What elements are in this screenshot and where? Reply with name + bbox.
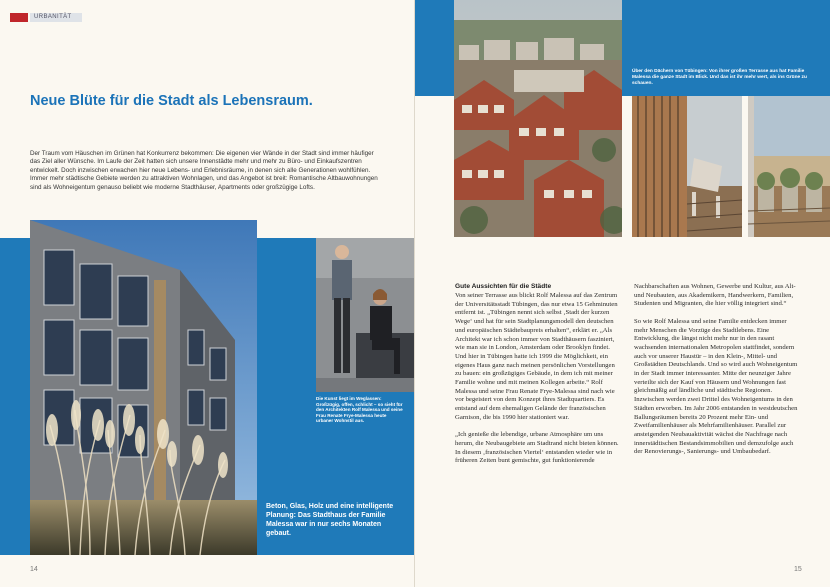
rubric-label: URBANITÄT <box>30 13 82 22</box>
intro-paragraph: Der Traum vom Häuschen im Grünen hat Konkurrenz bekommen: Die eigenen vier Wände in der Stadt sind immer häufiger das Ziel aller Wünsche. Im Laufe der Zeit hatten sich unsere Innenstädte mehr und mehr zu Büro- und Einkaufszentren entwickelt. Doch inzwischen erwachen hier neue Lebens- und Erlebnisräume, in denen sich alle Generationen wohlfühlen. Immer mehr städtische Gebiete werden zu attraktiven Wohnlagen, und das Angebot ist breit: Romantische Altbauwohnungen sind als Wohneigentum genauso beliebt wie moderne Stadthäuser, Apartments oder großzügige Lofts. <box>30 150 378 191</box>
terrace-plants-photo <box>748 96 830 237</box>
terrace-chair-photo <box>632 96 742 237</box>
blue-top-band-left <box>415 0 454 96</box>
building-photo <box>30 220 257 555</box>
col1-paragraph-1: Von seiner Terrasse aus blickt Rolf Malessa auf das Zentrum der Universitätsstadt Tübingen, das nur etwa 15 Gehminuten entfernt ist. „Tübingen nennt sich selbst ‚Stadt der kurzen Wege‘ und hat für sein Stadtplanungsmodell den deutschen und europäischen Städtebaupreis erhalten“, erklärt er. „Als Architekt war ich schon immer von Stadthäusern fasziniert, wie man sie in London, Amsterdam oder Brooklyn findet. Und hier in Tübingen hatte ich 1999 die Möglichkeit, ein eigenes Haus ganz nach meinen persönlichen Vorstellungen zu bauen: ein großzügiges Gebäude, in dem ich mit meiner Familie wohne und mit meinen Kollegen arbeite.“ Rolf Malessa und seine Frau Renate Frye-Malessa sind nach wie vor begeistert von dem Konzept ihres Stadtquartiers. Es entstand auf dem ehemaligen Gelände der französischen Garnison, die bis 1990 hier stationiert war. <box>455 292 618 421</box>
col2-paragraph-1: Nachbarschaften aus Wohnen, Gewerbe und Kultur, aus Alt- und Neubauten, aus Akademikern, Handwerkern, Familien, Studenten und Migranten, die hier völlig integriert sind.“ <box>634 283 796 308</box>
building-caption: Beton, Glas, Holz und eine intelligente Planung: Das Stadthaus der Familie Malessa war in nur sechs Monaten gebaut. <box>266 503 394 537</box>
page-number-left: 14 <box>30 566 38 573</box>
city-view-photo <box>454 0 622 237</box>
body-column-2 <box>634 283 801 466</box>
body-column-1 <box>455 292 622 475</box>
city-view-caption: Über den Dächern von Tübingen: Von ihrer großen Terrasse aus hat Familie Malessa die ganze Stadt im Blick. Und das ist ihr mehr wert, als ins Grüne zu schauen. <box>632 69 807 86</box>
page-number-right: 15 <box>794 566 802 573</box>
rubric-marker <box>10 13 28 22</box>
portrait-caption: Die Kunst liegt im Weglassen: Großzügig, offen, schlicht – so sieht für den Architekten Rolf Malessa und seine Frau Renate Frye-Malessa heute urbaner Wohnstil aus. <box>316 396 403 424</box>
col2-paragraph-2: So wie Rolf Malessa und seine Familie entdecken immer mehr Menschen die Vorzüge des Stadtlebens. Eine Entwicklung, die längst nicht mehr nur in den rasant wachsenden internationalen Metropolen stattfindet, sondern auch vor unserer Haustür – in den Klein-, Mittel- und Großstädten Deutschlands. Und so wird auch Wohneigentum in der Stadt immer interessanter. Mitte der neunziger Jahre verteilte sich der Kauf von Häusern und Wohnungen fast gleichmäßig auf ländliche und städtische Regionen. Inzwischen werden zwei Drittel des Wohneigentums in den Städten erworben. Im Jahr 2006 entstanden in westdeutschen Ballungsräumen bereits 20 Prozent mehr Ein- und Zweifamilienhäuser als Mehrfamilienhäuser. Parallel zur ansteigenden Neubauaktivität wächst die Nachfrage nach innerstädtischen Bestandsimmobilien und demzufolge auch der Renovierungs-, Sanierungs- und Umbaubedarf. <box>634 317 798 456</box>
col1-paragraph-2: „Ich genieße die lebendige, urbane Atmosphäre um uns herum, die Neubaugebiete am Stadtrand nicht bieten können. In diesem ‚französischen Viertel‘ entstanden wieder wie in früheren Zeiten bunt gemischte, gut funktionierende <box>455 431 619 465</box>
subheading: Gute Aussichten für die Städte <box>455 283 552 290</box>
headline: Neue Blüte für die Stadt als Lebensraum. <box>30 93 313 109</box>
portrait-photo <box>316 238 414 392</box>
